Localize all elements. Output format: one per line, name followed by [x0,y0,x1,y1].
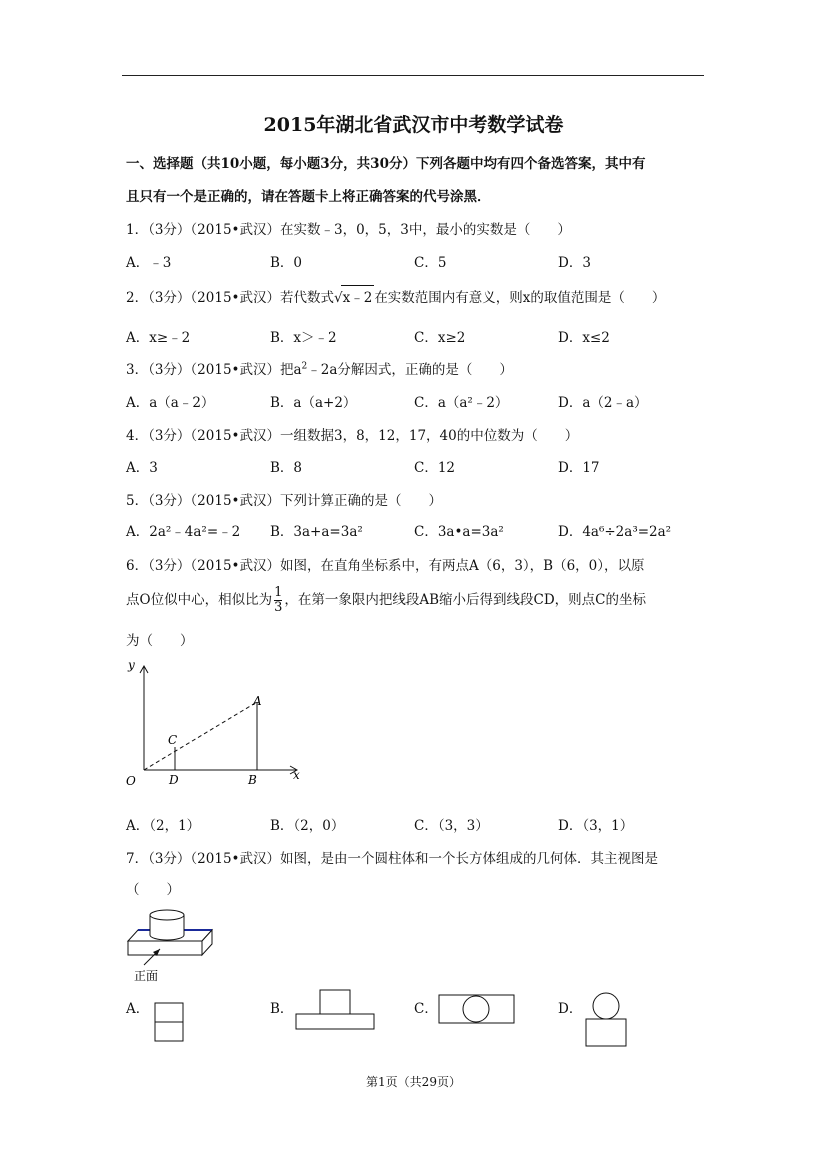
q7-option-a[interactable]: A． [126,1001,150,1017]
q1-option-b[interactable]: B．0 [270,255,303,271]
label-a: A [253,694,262,708]
label-y: y [128,658,135,672]
q6-line2-pre: 点O位似中心，相似比为 [126,592,273,608]
q5-option-a[interactable]: A．2a²﹣4a²=﹣2 [126,524,241,540]
dashed-line-oa [144,702,257,770]
q6-option-d[interactable]: D．（3，1） [558,818,634,834]
question-7-line1: 7．（3分）（2015•武汉）如图，是由一个圆柱体和一个长方体组成的几何体．其主视图是 [126,851,658,867]
q6-option-b[interactable]: B．（2，0） [270,818,345,834]
q3-exponent: 2 [301,361,308,372]
q3-stem-post: ﹣2a分解因式，正确的是（ ） [307,362,513,378]
q2-radicand: x﹣2 [341,285,375,306]
page-footer: 第1页（共29页） [366,1075,461,1089]
label-o: O [126,774,136,788]
q6-fraction-denominator: 3 [274,600,283,615]
question-7-line2: （ ） [126,882,180,898]
solid-figure [120,905,220,985]
q2-option-a[interactable]: A．x≥﹣2 [126,330,191,346]
q4-option-c[interactable]: C．12 [414,460,456,476]
q2-stem-post: 在实数范围内有意义，则x的取值范围是（ ） [374,290,666,306]
q4-option-d[interactable]: D．17 [558,460,600,476]
q5-option-d[interactable]: D．4a⁶÷2a³=2a² [558,524,672,540]
q6-option-c[interactable]: C．（3，3） [414,818,489,834]
q4-option-a[interactable]: A．3 [126,460,158,476]
q5-option-b[interactable]: B．3a+a=3a² [270,524,363,540]
label-d: D [169,773,179,787]
box-front-face [128,941,202,955]
q6-line2-post: ，在第一象限内把线段AB缩小后得到线段CD，则点C的坐标 [284,592,647,608]
q3-option-b[interactable]: B．a（a+2） [270,395,357,411]
q1-option-a[interactable]: A．﹣3 [126,255,172,271]
header-rule [122,75,704,76]
q7-option-d[interactable]: D． [558,1001,583,1017]
q4-option-b[interactable]: B．8 [270,460,303,476]
section-heading-line2: 且只有一个是正确的，请在答题卡上将正确答案的代号涂黑． [126,189,491,205]
q5-option-c[interactable]: C．3a•a=3a² [414,524,504,540]
q6-fraction-numerator: 1 [274,585,283,600]
q2-option-c[interactable]: C．x≥2 [414,330,466,346]
question-6-line1: 6．（3分）（2015•武汉）如图，在直角坐标系中，有两点A（6，3），B（6，0），以原 [126,558,645,574]
q7-option-a-figure [150,1000,190,1044]
section-heading-line1: 一、选择题（共10小题，每小题3分，共30分）下列各题中均有四个备选答案，其中有 [126,156,646,172]
q7-option-d-figure [580,990,632,1050]
coordinate-figure [120,655,310,790]
question-6-line2 [126,586,646,615]
q2-option-d[interactable]: D．x≤2 [558,330,610,346]
page-title: 2015年湖北省武汉市中考数学试卷 [263,114,564,136]
q3-option-c[interactable]: C．a（a²﹣2） [414,395,509,411]
question-4-stem: 4．（3分）（2015•武汉）一组数据3，8，12，17，40的中位数为（ ） [126,428,579,444]
label-c: C [168,733,178,747]
q1-option-d[interactable]: D．3 [558,255,591,271]
label-x: x [293,768,300,782]
question-1-stem: 1．（3分）（2015•武汉）在实数﹣3，0，5，3中，最小的实数是（ ） [126,222,571,238]
q7-option-c[interactable]: C． [414,1001,438,1017]
sqrt-icon: √ [334,290,343,306]
q6-fraction [274,586,282,615]
q6-option-a[interactable]: A．（2，1） [126,818,201,834]
q7-option-c-figure [436,990,518,1028]
q2-option-b[interactable]: B．x＞﹣2 [270,330,337,346]
q1-option-c[interactable]: C．5 [414,255,447,271]
label-b: B [248,773,257,787]
front-view-label: 正面 [134,969,159,983]
q3-option-a[interactable]: A．a（a﹣2） [126,395,215,411]
q3-stem-pre: 3．（3分）（2015•武汉）把a [126,362,302,378]
q3-option-d[interactable]: D．a（2﹣a） [558,395,648,411]
question-5-stem: 5．（3分）（2015•武汉）下列计算正确的是（ ） [126,493,442,509]
q2-stem-pre: 2．（3分）（2015•武汉）若代数式 [126,290,334,306]
question-2-stem [126,285,665,306]
question-6-line3: 为（ ） [126,633,194,649]
q7-option-b-figure [292,986,382,1032]
cylinder-top [150,910,184,920]
q7-option-b[interactable]: B． [270,1001,294,1017]
question-3-stem [126,358,513,378]
